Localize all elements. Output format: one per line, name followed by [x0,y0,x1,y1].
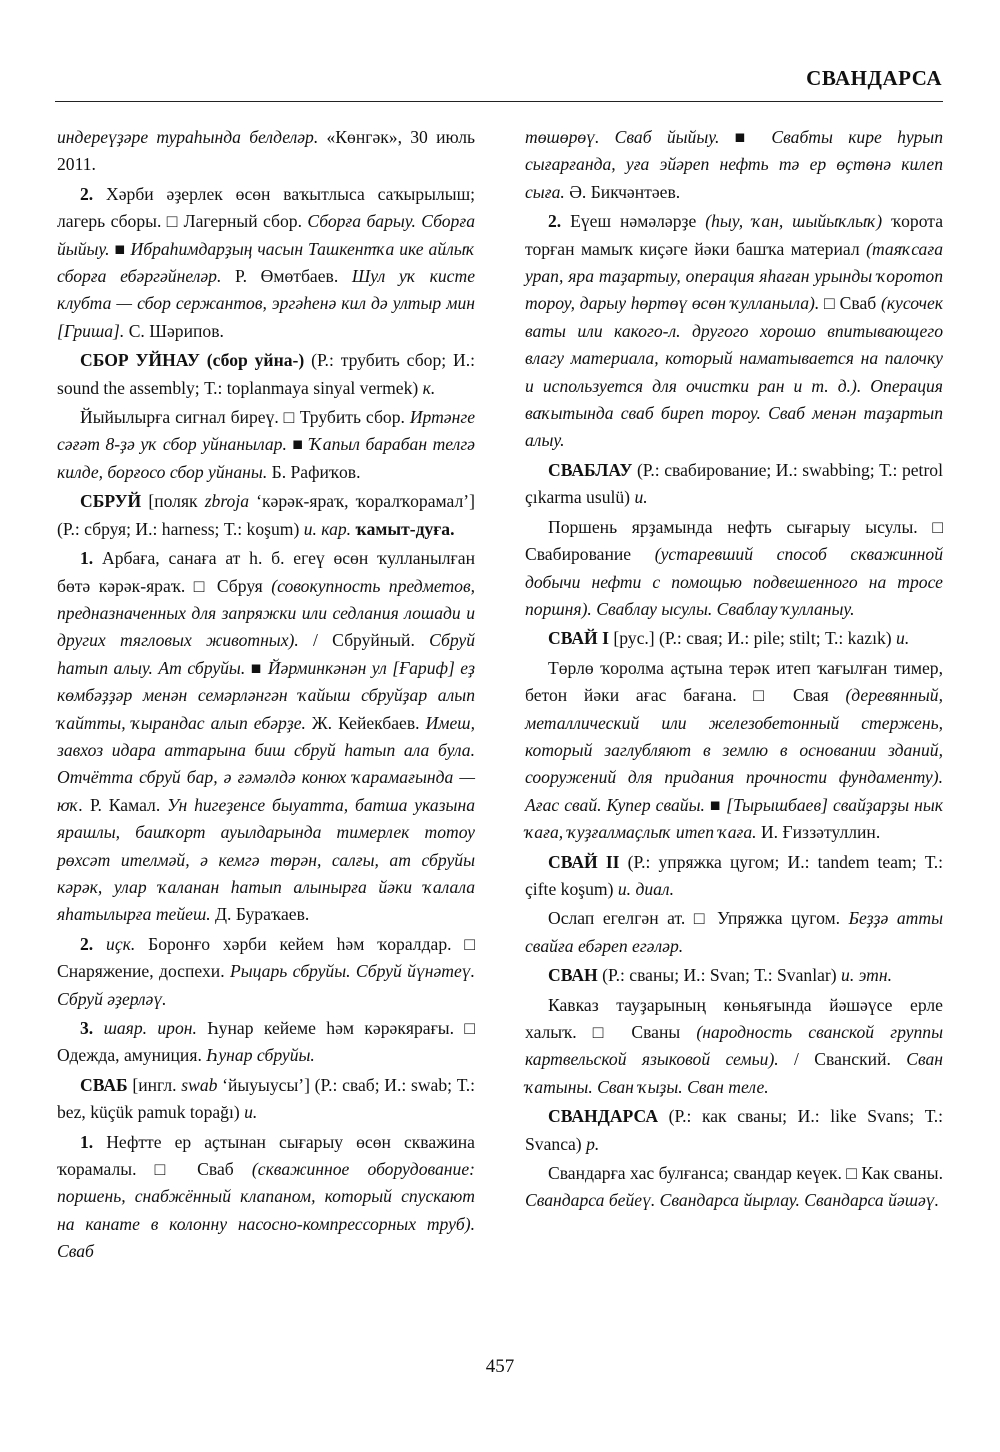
text-run: / Сванский. [778,1049,907,1070]
text-run: ■ [245,657,268,678]
italic-run: Беҙҙә атты свайға ебәреп егәләр. [525,908,943,956]
text-run: ‘йыуыусы’] (Р.: сваб; И.: swab; Т.: bez, küçük pamuk topağı) [57,1074,475,1123]
page-number: 457 [485,1356,515,1377]
text-run: ■ [286,434,310,455]
text-run: (Р.: как сваны; И.: like Svans; Т.: Svanca) [525,1106,943,1154]
entry-paragraph [57,1129,475,1266]
entry-paragraph [525,124,943,206]
italic-run: Сбруй һатып алыу. Ат сбруйы. [57,630,475,678]
text-run: [рус.] (Р.: свая; И.: pile; stilt; Т.: kazık) [608,628,897,649]
left-column [57,124,475,1268]
text-run [93,1018,103,1038]
bold-run: 2. [80,933,94,954]
italic-run: (устаревший способ скважинной добычи нефти с помощью подвешенного на тросе поршня). Сваблау ысулы. Сваблау ҡулланыу. [525,544,943,619]
header-rule [55,101,943,102]
text-run: И. Ғиззәтуллин. [756,822,881,843]
text-run [93,934,106,954]
text-run: Боронғо хәрби кейем һәм ҡоралдар. □ Снаряжение, доспехи. [57,933,475,982]
italic-run: Имеш, завхоз идара аттарына биш сбруй һатып ала була. Отчётта сбруй бар, ә ғәмәлдә конюх ҡарамағында — юҡ. [57,712,475,815]
text-run: Свандарға хас булғанса; свандар кеүек. □ Как сваны. [548,1163,943,1184]
text-run: / Сбруйный. [298,630,430,651]
italic-run: Рыцарь сбруйы. Сбруй йүнәтеү. Сбруй әҙерләү. [57,961,475,1009]
entry-paragraph [525,905,943,960]
entry-paragraph [57,124,475,179]
italic-run: Свандарса бейеү. Свандарса йырлау. Свандарса йәшәү. [525,1190,939,1211]
italic-run: Ҡапыл барабан телгә килде, борғосо сбор уйнаны. [57,434,475,482]
text-run: Ә. Бикчәнтәев. [564,181,681,202]
bold-run: СВАБЛАУ [548,459,633,480]
bold-run: 1. [80,548,94,569]
italic-run: и. диал. [617,878,675,899]
text-run: ‘кәрәк-яраҡ, ҡоралҡорамал’] (Р.: сбруя; И.: harness; Т.: koşum) [57,491,476,539]
text-run: «Көнгәк», 30 июль 2011. [57,127,475,175]
text-run: Кавказ тауҙарының көньяғында йәшәүсе ерле халыҡ. □ Сваны [525,994,943,1042]
running-head: СВАНДАРСА [806,66,942,90]
entry-paragraph [57,545,475,929]
italic-run: Һунар сбруйы. [206,1045,315,1066]
italic-run: к. [422,377,436,398]
text-run: ■ [704,794,727,815]
entry-paragraph [57,181,475,345]
bold-run: 1. [80,1131,94,1152]
bold-run: СВАНДАРСА [548,1106,659,1127]
text-run: □ Сваб [819,293,881,314]
italic-run: индереүҙәре тураһында белделәр. [57,127,327,147]
text-run: Ж. Кейекбаев. [305,712,426,733]
entry-paragraph [525,655,943,847]
italic-run: (скважинное оборудование: поршень, снабжённый клапаном, который спускают на канате в колонну насосно-компрессорных труб). Сваб [57,1159,476,1262]
italic-run: шаяр. ирон. [103,1018,197,1038]
bold-run: 2. [548,211,562,232]
bold-run: СВАЙ I [548,628,609,649]
italic-run: zbroja [204,491,250,512]
text-run: Хәрби әҙерлек өсөн ваҡытлыса саҡырылыш; лагерь сборы. □ Лагерный сбор. [57,183,475,232]
italic-run: (таяҡсаға урап, яра таҙартыу, операция яһаған урынды ҡоротоп тороу, дарыу һөртөү өсөн ҡулланыла). [525,238,943,314]
entry-paragraph [525,992,943,1102]
entry-paragraph [57,488,475,543]
text-run: Р. Камал. [83,794,168,815]
italic-run: и. [244,1102,258,1123]
italic-run: и. этн. [841,965,892,986]
italic-run: Сван ҡатыны. Сван ҡыҙы. Сван теле. [525,1049,943,1097]
entry-paragraph [525,1160,943,1215]
bold-run: ҡамыт-дуға. [351,518,455,539]
italic-run: (һыу, ҡан, шыйыҡлыҡ) [705,211,883,232]
text-run: Еүеш нәмәләрҙе [561,211,706,232]
entry-paragraph [525,457,943,512]
italic-run: Сборға барыу. Сборға йыйыу. [57,211,475,259]
italic-run: и. кар. [303,518,352,539]
italic-run: и. [896,628,910,649]
entry-paragraph [525,849,943,904]
text-run: Поршень ярҙамында нефть сығарыу ысулы. □ Свабирование [525,516,943,565]
italic-run: Ун һигеҙенсе быуатта, батша указына ярашлы, башҡорт ауылдарында тимерлек тотоу рөхсәт ителмәй, ә кемгә төрән, салғы, ат сбруйы кәрәк, улар ҡаланан һатып алынырға йәки ҡалала яһатылырға тейеш. [57,794,475,925]
text-run: [поляк [141,491,205,512]
text-run: Нефтте ер аҫтынан сығарыу өсөн скважина ҡорамалы. □ Сваб [57,1131,475,1180]
text-run: (Р.: упряжка цугом; И.: tandem team; Т.: çifte koşum) [525,851,943,899]
text-run: Ослап егелгән ат. □ Упряжка цугом. [548,908,849,929]
italic-run: төшөрөү. Сваб йыйыу. [525,127,720,147]
text-run: Арбаға, санаға ат һ. б. егеү өсөн ҡулланылған бөтә кәрәк-яраҡ. □ Сбруя [57,548,475,596]
italic-run: (деревянный, металлический или железобетонный стержень, который заглубляют в землю в основании зданий, сооружений для придания прочности фундаменту). Ағас свай. Купер свайы. [525,685,943,815]
text-run: ҡорота торған мамыҡ киҫәге йәки башҡа материал [525,211,943,259]
bold-run: СВАН [548,965,598,986]
text-run: Д. Бураҡаев. [210,904,310,925]
bold-run: СБОР УЙНАУ (сбор уйна-) [80,350,305,371]
italic-run: Йәрминкәнән ул [Ғариф] еҙ көмбәҙҙәр менән семәрләнгән ҡайыш сбруйҙар алып ҡайтты, ҡырандас алып ебәрҙе. [57,657,475,733]
italic-run: swab [181,1074,218,1095]
italic-run: р. [586,1133,600,1154]
bold-run: СБРУЙ [80,491,142,512]
text-run: [ингл. [127,1074,182,1095]
entry-paragraph [525,208,943,455]
right-column [525,124,943,1217]
italic-run: Ибраһимдарҙың часын Ташкентҡа ике айлыҡ сборға ебәргәйнеләр. [57,238,475,287]
entry-paragraph [57,1072,475,1127]
bold-run: 2. [80,183,94,204]
text-run: (Р.: свабирование; И.: swabbing; Т.: petrol çıkarma usulü) [525,459,943,508]
entry-paragraph [525,962,943,989]
entry-paragraph [525,1103,943,1158]
text-run: Б. Рафиҡов. [267,461,361,482]
italic-run: Иртәнге сәғәт 8-ҙә уҡ сбор уйнанылар. [57,407,475,455]
italic-run: (народность сванской группы картвельской языковой семьи). [525,1022,943,1070]
entry-paragraph [525,625,943,652]
entry-paragraph [57,1015,475,1070]
text-run: ■ [719,127,772,147]
text-run: Йыйылырға сигнал биреү. □ Трубить сбор. [80,407,410,428]
text-run: Һунар кейеме һәм кәрәкярағы. □ Одежда, амуниция. [57,1018,475,1066]
entry-paragraph [57,931,475,1013]
italic-run: и. [634,487,648,508]
italic-run: иҫк. [106,933,136,954]
text-run: (Р.: сваны; И.: Svan; Т.: Svanlar) [597,965,842,986]
text-run: Р. Өмөтбаев. [221,266,352,287]
italic-run: (совокупность предметов, предназначенных для запряжки или седлания лошади и других тягловых животных). [57,575,476,651]
italic-run: [Тырышбаев] свайҙарҙы нык ҡаға, ҡуҙғалмаҫлыҡ итеп ҡаға. [525,794,943,843]
text-run: Төрлө ҡоролма аҫтына терәк итеп ҡағылған тимер, бетон йәки ағас бағана. □ Свая [525,657,943,706]
italic-run: Свабты кире һурып сығарғанда, уға эйәреп нефть тә ер өҫтөнә килеп сыға. [525,127,943,202]
bold-run: 3. [80,1018,94,1038]
text-run: ■ [109,238,131,259]
text-run: С. Шәрипов. [124,320,224,341]
italic-run: (кусочек ваты или какого-л. другого хорошо впитывающего влагу материала, который наматывается на палочку и используется для очистки ран и т. д.). Операция ваҡытында сваб биреп тороу. Сваб менән таҙартып алыу. [525,293,943,451]
text-run: (Р.: трубить сбор; И.: sound the assembly; Т.: toplanmaya sinyal vermek) [57,350,476,398]
entry-paragraph [57,404,475,486]
entry-paragraph [525,514,943,624]
italic-run: Шул уҡ кисте клубта — сбор сержантов, эргәһенә кил дә ултыр мин [Гриша]. [57,266,475,341]
bold-run: СВАЙ II [548,851,620,872]
entry-paragraph [57,347,475,402]
bold-run: СВАБ [80,1074,128,1095]
